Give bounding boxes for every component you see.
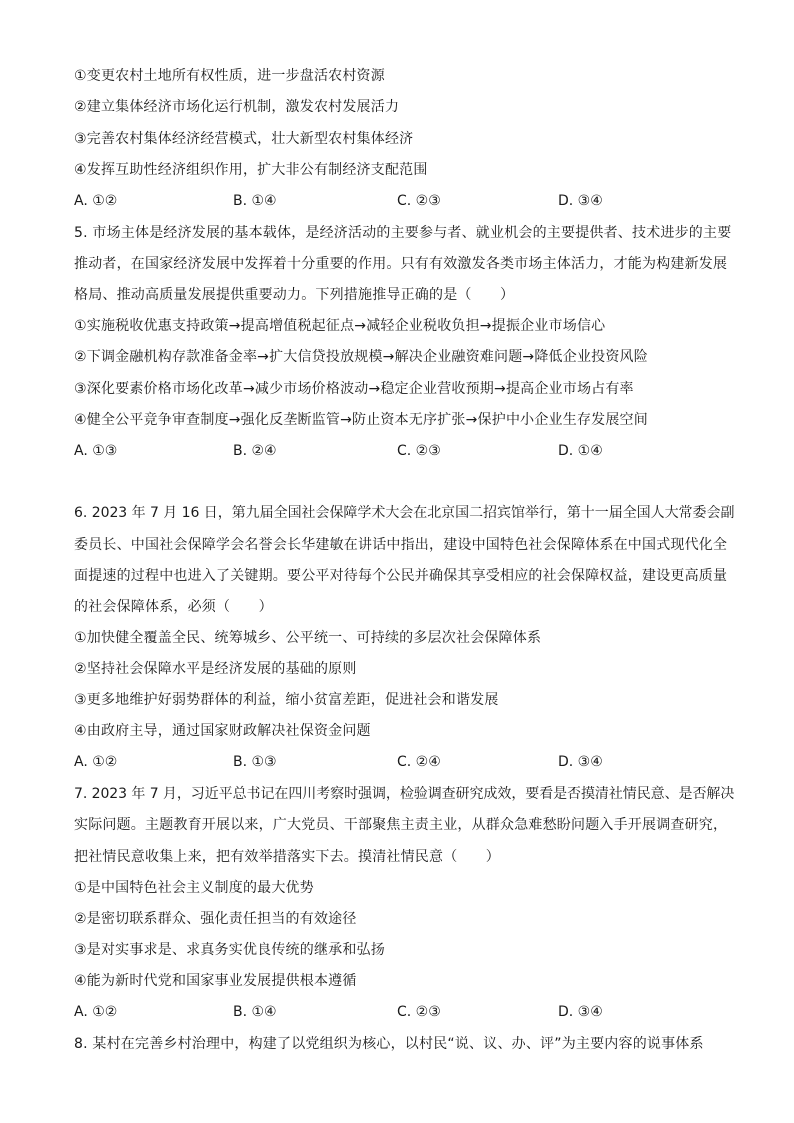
- q6-stem-line-2: 委员长、中国社会保障学会名誉会长华建敏在讲话中指出，建设中国特色社会保障体系在中国式现代化全: [74, 537, 728, 553]
- q5-item-2: ②下调金融机构存款准备金率→扩大信贷投放规模→解决企业融资难问题→降低企业投资风险: [74, 349, 648, 365]
- q5-item-4: ④健全公平竞争审查制度→强化反垄断监管→防止资本无序扩张→保护中小企业生存发展空间: [74, 412, 648, 428]
- q4-item-1: ①变更农村土地所有权性质，进一步盘活农村资源: [74, 68, 385, 84]
- q6-item-3: ③更多地维护好弱势群体的利益，缩小贫富差距，促进社会和谐发展: [74, 692, 499, 708]
- q7-stem-line-3: 把社情民意收集上来，把有效举措落实下去。摸清社情民意（ ）: [74, 849, 500, 865]
- q6-option-b: B. ①③: [233, 754, 277, 770]
- q8-stem-line-1: 8. 某村在完善乡村治理中，构建了以党组织为核心，以村民“说、议、办、评”为主要内容的说事体系: [74, 1036, 704, 1052]
- q4-option-d: D. ③④: [558, 193, 603, 209]
- q5-option-d: D. ①④: [558, 443, 603, 459]
- q5-option-c: C. ②③: [397, 443, 441, 459]
- q6-item-2: ②坚持社会保障水平是经济发展的基础的原则: [74, 661, 357, 677]
- q6-item-4: ④由政府主导，通过国家财政解决社保资金问题: [74, 723, 371, 739]
- q5-stem-line-3: 格局、推动高质量发展提供重要动力。下列措施推导正确的是（ ）: [74, 287, 515, 303]
- q4-option-c: C. ②③: [397, 193, 441, 209]
- q6-stem-line-1: 6. 2023 年 7 月 16 日，第九届全国社会保障学术大会在北京国二招宾馆举行，第十一届全国人大常委会副: [74, 505, 735, 521]
- q4-option-a: A. ①②: [74, 193, 118, 209]
- q7-item-1: ①是中国特色社会主义制度的最大优势: [74, 880, 314, 896]
- q5-option-a: A. ①③: [74, 443, 118, 459]
- q7-stem-line-2: 实际问题。主题教育开展以来，广大党员、干部聚焦主责主业，从群众急难愁盼问题入手开展调查研究，: [74, 817, 728, 833]
- q4-item-4: ④发挥互助性经济组织作用，扩大非公有制经济支配范围: [74, 162, 428, 178]
- q7-item-2: ②是密切联系群众、强化责任担当的有效途径: [74, 911, 357, 927]
- q5-item-3: ③深化要素价格市场化改革→减少市场价格波动→稳定企业营收预期→提高企业市场占有率: [74, 381, 634, 397]
- q4-option-b: B. ①④: [233, 193, 277, 209]
- q7-item-3: ③是对实事求是、求真务实优良传统的继承和弘扬: [74, 942, 385, 958]
- q7-stem-line-1: 7. 2023 年 7 月，习近平总书记在四川考察时强调，检验调查研究成效，要看是否摸清社情民意、是否解决: [74, 786, 735, 802]
- q6-option-a: A. ①②: [74, 754, 118, 770]
- q4-item-2: ②建立集体经济市场化运行机制，激发农村发展活力: [74, 99, 400, 115]
- q6-stem-line-3: 面提速的过程中也进入了关键期。要公平对待每个公民并确保其享受相应的社会保障权益，建设更高质量: [74, 568, 728, 584]
- q5-stem-line-2: 推动者，在国家经济发展中发挥着十分重要的作用。只有有效激发各类市场主体活力，才能为构建新发展: [74, 256, 728, 272]
- q7-item-4: ④能为新时代党和国家事业发展提供根本遵循: [74, 973, 357, 989]
- q7-option-a: A. ①②: [74, 1004, 118, 1020]
- q7-option-c: C. ②③: [397, 1004, 441, 1020]
- q6-option-c: C. ②④: [397, 754, 441, 770]
- q4-item-3: ③完善农村集体经济经营模式，壮大新型农村集体经济: [74, 131, 414, 147]
- q6-stem-line-4: 的社会保障体系，必须（ ）: [74, 599, 273, 615]
- q5-item-1: ①实施税收优惠支持政策→提高增值税起征点→减轻企业税收负担→提振企业市场信心: [74, 318, 606, 334]
- q6-item-1: ①加快健全覆盖全民、统筹城乡、公平统一、可持续的多层次社会保障体系: [74, 630, 542, 646]
- q7-option-b: B. ①④: [233, 1004, 277, 1020]
- q5-stem-line-1: 5. 市场主体是经济发展的基本载体，是经济活动的主要参与者、就业机会的主要提供者、技术进步的主要: [74, 225, 732, 241]
- q5-option-b: B. ②④: [233, 443, 277, 459]
- q7-option-d: D. ③④: [558, 1004, 603, 1020]
- q6-option-d: D. ③④: [558, 754, 603, 770]
